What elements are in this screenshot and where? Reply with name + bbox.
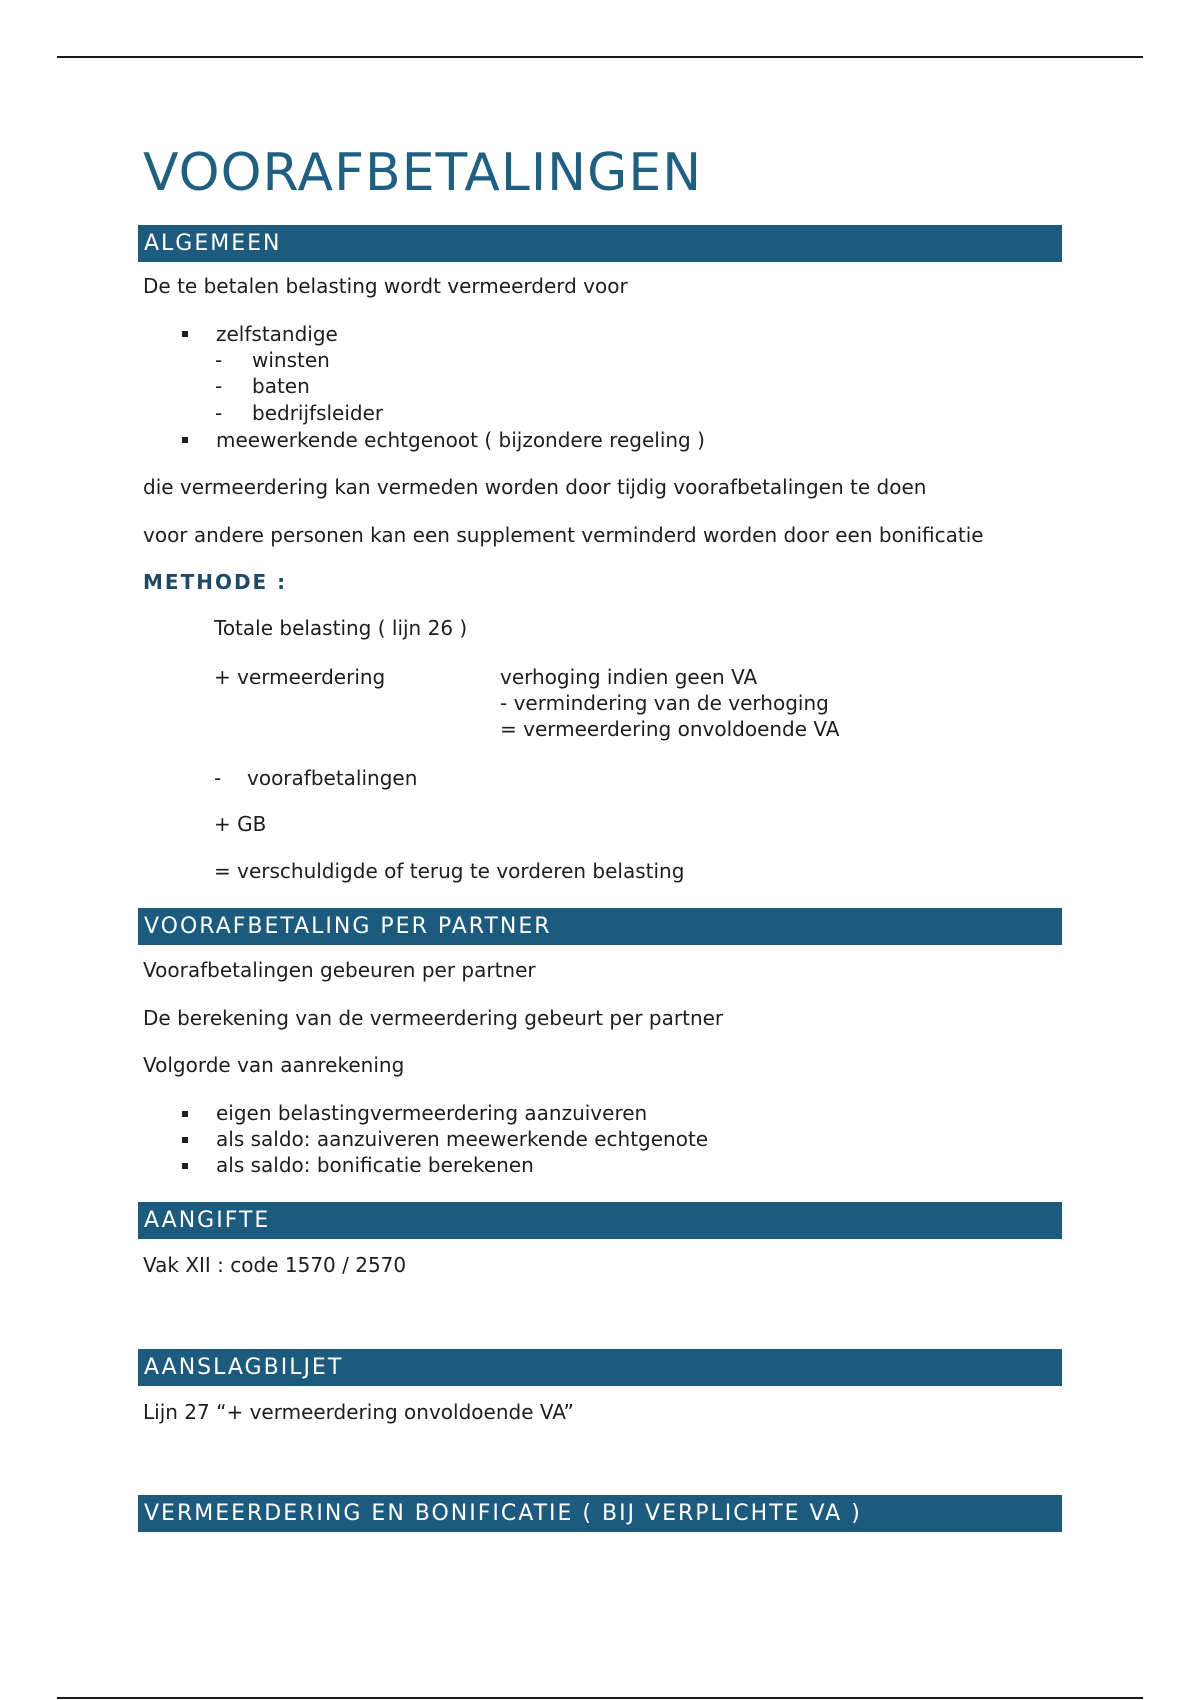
aanslagbiljet-text: Lijn 27 “+ vermeerdering onvoldoende VA” <box>143 1400 574 1424</box>
algemeen-intro: De te betalen belasting wordt vermeerderd voor <box>143 274 628 298</box>
dash-icon: - <box>215 401 223 425</box>
page-title: VOORAFBETALINGEN <box>143 143 703 203</box>
list-item: als saldo: aanzuiveren meewerkende echtgenote <box>216 1127 709 1151</box>
methode-gb: + GB <box>214 812 267 836</box>
dash-icon: - <box>215 374 223 398</box>
top-rule <box>57 56 1143 58</box>
bullet-icon <box>182 437 188 443</box>
methode-detail-1: verhoging indien geen VA <box>500 665 758 689</box>
dash-icon: - <box>215 348 223 372</box>
dash-icon: - <box>214 766 222 790</box>
partner-para-3: Volgorde van aanrekening <box>143 1053 405 1077</box>
bullet-icon <box>182 1111 188 1117</box>
methode-voorafbetalingen: voorafbetalingen <box>247 766 418 790</box>
methode-result: = verschuldigde of terug te vorderen belasting <box>214 859 685 883</box>
partner-para-2: De berekening van de vermeerdering gebeurt per partner <box>143 1006 724 1030</box>
list-subitem: bedrijfsleider <box>252 401 384 425</box>
methode-label: METHODE : <box>143 570 288 594</box>
methode-total: Totale belasting ( lijn 26 ) <box>214 616 468 640</box>
bullet-icon <box>182 1137 188 1143</box>
list-subitem: winsten <box>252 348 330 372</box>
list-item: als saldo: bonificatie berekenen <box>216 1153 534 1177</box>
aangifte-text: Vak XII : code 1570 / 2570 <box>143 1253 407 1277</box>
section-heading-aangifte: AANGIFTE <box>138 1202 1062 1239</box>
algemeen-para-1: die vermeerdering kan vermeden worden door tijdig voorafbetalingen te doen <box>143 475 927 499</box>
list-item: zelfstandige <box>216 322 338 346</box>
partner-para-1: Voorafbetalingen gebeuren per partner <box>143 958 536 982</box>
methode-detail-2: - vermindering van de verhoging <box>500 691 829 715</box>
bottom-rule <box>57 1697 1143 1699</box>
list-item: eigen belastingvermeerdering aanzuiveren <box>216 1101 648 1125</box>
methode-detail-3: = vermeerdering onvoldoende VA <box>500 717 840 741</box>
list-subitem: baten <box>252 374 310 398</box>
section-heading-partner: VOORAFBETALING PER PARTNER <box>138 908 1062 945</box>
section-heading-algemeen: ALGEMEEN <box>138 225 1062 262</box>
methode-vermeerdering: + vermeerdering <box>214 665 386 689</box>
algemeen-para-2: voor andere personen kan een supplement verminderd worden door een bonificatie <box>143 523 984 547</box>
bullet-icon <box>182 331 188 337</box>
section-heading-vermeerdering: VERMEERDERING EN BONIFICATIE ( BIJ VERPLICHTE VA ) <box>138 1495 1062 1532</box>
list-item: meewerkende echtgenoot ( bijzondere regeling ) <box>216 428 705 452</box>
bullet-icon <box>182 1163 188 1169</box>
section-heading-aanslagbiljet: AANSLAGBILJET <box>138 1349 1062 1386</box>
